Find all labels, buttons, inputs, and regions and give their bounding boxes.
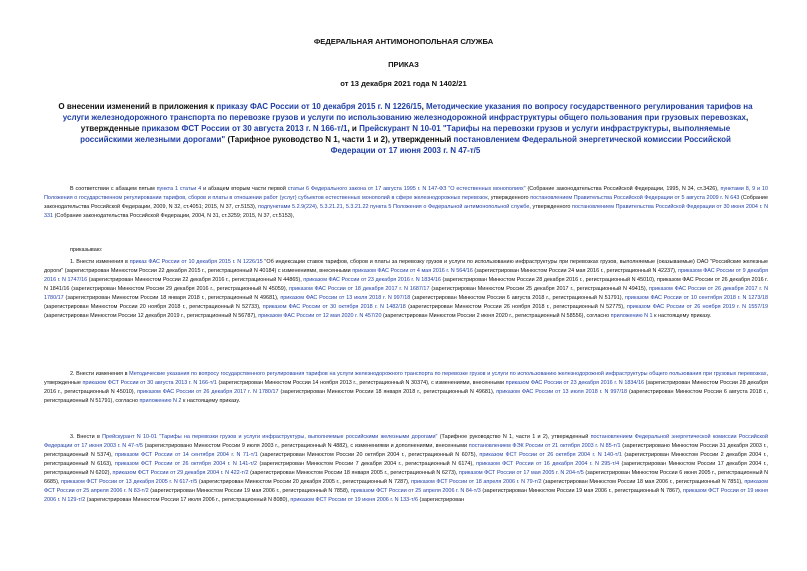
document-date-number: от 13 декабря 2021 года N 1402/21 [340, 79, 467, 88]
text: (зарегистрирован Минюстом России 6 июня 2005 г., регистрационный N 6685), [44, 470, 769, 485]
link[interactable]: приказом ФСТ России от 29 декабря 2004 г. N 422-т/2 [112, 470, 249, 476]
text: (зарегистрирован Минюстом России 18 января 2018 г., регистрационный N 49681), [63, 295, 281, 301]
link[interactable]: приказом ФАС России от 13 июля 2018 г. N 997/18 [280, 295, 411, 301]
text: (зарегистрирован Минюстом России 28 декабря 2016 г., регистрационный N 45010), [44, 380, 768, 395]
text: (зарегистрирован Минюстом России 2 декабря 2004 г., регистрационный N 6163), [44, 452, 768, 467]
text: "Об индексации ставок тарифов, сборов и платы за перевозку грузов и услуги по использованию инфраструктуры при перевозках грузов, выполняемые (оказываемые) ОАО "Российские железные дороги" (зарегистрирован Минюстом России 22 декабря 2015 г., регистрационный N 40184) с изменениями, внесенными [44, 259, 769, 274]
link[interactable]: приказом ФСТ России от 25 апреля 2006 г. N 83-т/2 [44, 479, 768, 494]
text: (зарегистрирован Минюстом России 6 августа 2018 г., регистрационный N 51791), согласно [44, 389, 769, 404]
text: к настоящему приказу. [652, 313, 712, 319]
text: (зарегистрировано Минюстом России 9 июля 2003 г., регистрационный N 4882), с изменениями и дополнениями, внесенными [142, 443, 469, 449]
link[interactable]: пунктами 8, 9 и 10 Положения о государственном регулировании тарифов, сборов и платы в отношении работ (услуг) субъектов естественных монополий в сфере железнодорожных перевозок [44, 186, 768, 201]
text: , утвержденного [529, 204, 573, 210]
link[interactable]: приказом ФАС России от 13 июля 2018 г. N 997/18 [496, 389, 628, 395]
link[interactable]: подпунктами 5.2.9(224), 5.3.21.21, 5.3.21.22 пункта 5 Положения о Федеральной антимонопольной службе [258, 204, 530, 210]
link[interactable]: постановлением Правительства Российской Федерации от 30 июня 2004 г. N 331 [44, 204, 769, 219]
link[interactable]: приказом ФАС России от 30 октября 2018 г. N 1482/18 [262, 304, 406, 310]
text: и абзацем вторым части первой [201, 186, 288, 192]
link[interactable]: Прейскурант N 10-01 "Тарифы на перевозки грузов и услуги инфраструктуры, выполняемые российскими железными дорогами" [102, 434, 438, 440]
link[interactable]: статьи 6 Федерального закона от 17 августа 1995 г. N 147-ФЗ "О естественных монополиях" [287, 186, 526, 192]
text: (Собрание законодательства Российской Федерации, 2009, N 32, ст.4051; 2015, N 37, ст.5153), [44, 195, 768, 210]
title-text: , утвержденные [80, 113, 749, 133]
text: (зарегистрирован Минюстом России 6 августа 2018 г., регистрационный N 51791), [410, 295, 625, 301]
link[interactable]: постановлением Федеральной энергетической комиссии Российской Федерации от 17 июня 2003 г. N 47-т/5 [44, 434, 768, 449]
text: В соответствии с абзацем пятым [70, 186, 157, 192]
link[interactable]: постановлением Правительства Российской Федерации от 5 августа 2009 г. N 643 [530, 195, 740, 201]
link[interactable]: приказом ФСТ России от 30 августа 2013 г. N 166-т/1 [82, 380, 217, 386]
link[interactable]: приказом ФАС России от 26 декабря 2017 г. N 1780/17 [44, 286, 768, 301]
text: (Собрание законодательства Российской Федерации, 2004, N 31, ст.3259; 2015, N 37, ст.5153), [53, 213, 295, 219]
text: (зарегистрирован [418, 497, 465, 503]
text: , утвержденные [44, 371, 769, 386]
title-text: (Тарифное руководство N 1, части 1 и 2), утвержденный [225, 135, 454, 144]
text: (зарегистрирован Минюстом России 17 декабря 2004 г., регистрационный N 6202), [44, 461, 768, 476]
item-3-paragraph [44, 433, 768, 505]
title-link-resolution-47[interactable]: постановлением Федеральной энергетической комиссии Российской Федерации от 17 июня 2003 г. N 47-т/5 [330, 135, 731, 155]
link[interactable]: приказом ФАС России от 23 декабря 2016 г. N 1834/16 [505, 380, 644, 386]
title-text: , и [347, 124, 360, 133]
document-title [58, 101, 753, 156]
link[interactable]: приказом ФАС России от 26 ноября 2019 г. N 1557/19 [626, 304, 768, 310]
text: 2. Внести изменения в [70, 371, 130, 377]
title-link-methodical-guidelines[interactable]: Методические указания по вопросу государственного регулирования тарифов на услуги железнодорожного транспорта по перевозке грузов и услуги по использованию железнодорожной инфраструктуры общего пользования при грузовых перевозках [62, 102, 753, 122]
agency-name: ФЕДЕРАЛЬНАЯ АНТИМОНОПОЛЬНАЯ СЛУЖБА [313, 37, 494, 46]
link[interactable]: приказом ФАС России от 9 декабря 2016 г. N 1747/16 [44, 268, 768, 283]
link[interactable]: пункта 1 статьи 4 [156, 186, 202, 192]
link[interactable]: приказом ФСТ России от 14 сентября 2004 г. N 71-т/1 [115, 452, 258, 458]
link[interactable]: приказом ФСТ России от 16 декабря 2004 г. N 295-т/4 [476, 461, 620, 467]
text: (зарегистрирован Минюстом России 18 мая 2006 г., регистрационный N 7851), [541, 479, 745, 485]
preamble-paragraph [44, 185, 768, 221]
text: 1. Внести изменения в [70, 259, 130, 265]
link[interactable]: приказом ФАС России от 18 декабря 2017 г. N 1687/17 [289, 286, 430, 292]
text: (Тарифное руководство N 1, части 1 и 2), утвержденный [437, 434, 591, 440]
link[interactable]: приказом ФАС России от 10 сентября 2018 г. N 1273/18 [624, 295, 768, 301]
text: (зарегистрирован Минюстом России 25 декабря 2017 г., регистрационный N 49415), [429, 286, 650, 292]
text: (зарегистрирован Минюстом России 20 декабря 2005 г., регистрационный N 7287), [197, 479, 412, 485]
text: к настоящему приказу. [181, 398, 241, 404]
link[interactable]: приложению N 1 [610, 313, 653, 319]
text: (зарегистрирован Минюстом России 28 декабря 2016 г., регистрационный N 45010), приказом ФАС России от 26 декабря 2016 г. N 1841/16 (зарегистрирован Минюстом России 29 декабря 2016 г., регистрационный N 45059), [44, 277, 769, 292]
text: (зарегистрирован Минюстом России 12 декабря 2019 г., регистрационный N 56787), [44, 313, 259, 319]
title-link-price-list-10-01[interactable]: Прейскурант N 10-01 "Тарифы на перевозки грузов и услуги инфраструктуры, выполняемые российскими железными дорогами" [80, 124, 731, 144]
title-text: О внесении изменений в приложения к [58, 102, 217, 111]
link[interactable]: приказом ФАС России от 12 мая 2020 г. N 457/20 [258, 313, 382, 319]
document-type: ПРИКАЗ [388, 60, 419, 69]
text: (зарегистрирован Минюстом России 7 декабря 2004 г., регистрационный N 6174), [257, 461, 477, 467]
text: (зарегистрирован Минюстом России 24 мая 2016 г., регистрационный N 42237), [472, 268, 679, 274]
title-text: , [421, 102, 427, 111]
link[interactable]: приказом ФСТ России от 13 декабря 2005 г. N 617-т/5 [61, 479, 198, 485]
title-link-order-1226[interactable]: приказу ФАС России от 10 декабря 2015 г. N 1226/15 [216, 102, 422, 111]
text: (зарегистрирован Минюстом России 2 июня 2020 г., регистрационный N 58556), согласно [381, 313, 611, 319]
link[interactable]: приказом ФСТ России от 19 июня 2006 г. N 133-т/6 [290, 497, 419, 503]
text: (зарегистрирован Минюстом России 26 ноября 2018 г., регистрационный N 52775), [405, 304, 627, 310]
link[interactable]: приказом ФСТ России от 26 октября 2004 г. N 140-т/1 [479, 452, 622, 458]
text: (зарегистрирован Минюстом России 22 декабря 2016 г., регистрационный N 44865), [87, 277, 304, 283]
link[interactable]: приказом ФСТ России от 26 октября 2004 г. N 141-т/2 [114, 461, 258, 467]
prikazyvayu-text: приказываю: [70, 247, 103, 253]
link[interactable]: приказом ФАС России от 4 мая 2016 г. N 564/16 [352, 268, 473, 274]
link[interactable]: приказом ФСТ России от 25 апреля 2006 г. N 84-т/3 [350, 488, 481, 494]
text: (зарегистрирован Минюстом России 20 октября 2004 г., регистрационный N 6075), [257, 452, 480, 458]
link[interactable]: приказом ФСТ России от 19 июня 2006 г. N 129-т/2 [44, 488, 769, 503]
text: (зарегистрирован Минюстом России 14 ноября 2013 г., регистрационный N 30374), с изменениями, внесенными [216, 380, 506, 386]
link[interactable]: приказом ФАС России от 26 декабря 2017 г. N 1780/17 [137, 389, 279, 395]
text: (зарегистрировано Минюстом России 31 декабря 2003 г., регистрационный N 5374), [44, 443, 768, 458]
title-link-order-166[interactable]: приказом ФСТ России от 30 августа 2013 г. N 166-т/1 [141, 124, 348, 133]
link[interactable]: постановлением ФЭК России от 21 октября 2003 г. N 85-т/1 [468, 443, 621, 449]
link[interactable]: приказ ФАС России от 10 декабря 2015 г. N 1226/15 [129, 259, 263, 265]
text: 3. Внести в [70, 434, 103, 440]
text: (зарегистрирован Минюстом России 17 июля 2006 г., регистрационный N 8080), [85, 497, 291, 503]
text: , утвержденного [487, 195, 531, 201]
text: (зарегистрирован Минюстом России 19 мая 2006 г., регистрационный N 7867), [480, 488, 683, 494]
link[interactable]: приказом ФАС России от 23 декабря 2016 г. N 1834/16 [303, 277, 441, 283]
item-1-paragraph [44, 258, 768, 321]
link[interactable]: приложению N 2 [139, 398, 182, 404]
link[interactable]: приказом ФСТ России от 18 апреля 2006 г. N 79-т/2 [411, 479, 542, 485]
link[interactable]: Методические указания по вопросу государственного регулирования тарифов на услуги железнодорожного транспорта по перевозке грузов и услуги по использованию железнодорожной инфраструктуры общего пользования при грузовых перевозках [129, 371, 767, 377]
text: (зарегистрирован Минюстом России 18 января 2005 г., регистрационный N 6273), [248, 470, 459, 476]
link[interactable]: приказом ФСТ России от 17 мая 2005 г. N 204-т/5 [458, 470, 584, 476]
text: (зарегистрирован Минюстом России 18 января 2018 г., регистрационный N 49681), [278, 389, 497, 395]
text: (зарегистрирован Минюстом России 19 мая 2006 г., регистрационный N 7858), [148, 488, 351, 494]
order-verb-paragraph [44, 246, 768, 255]
item-2-paragraph [44, 370, 768, 406]
text: (Собрание законодательства Российской Федерации, 1995, N 34, ст.3426), [525, 186, 721, 192]
text: (зарегистрирован Минюстом России 20 ноября 2018 г., регистрационный N 52733), [44, 304, 263, 310]
